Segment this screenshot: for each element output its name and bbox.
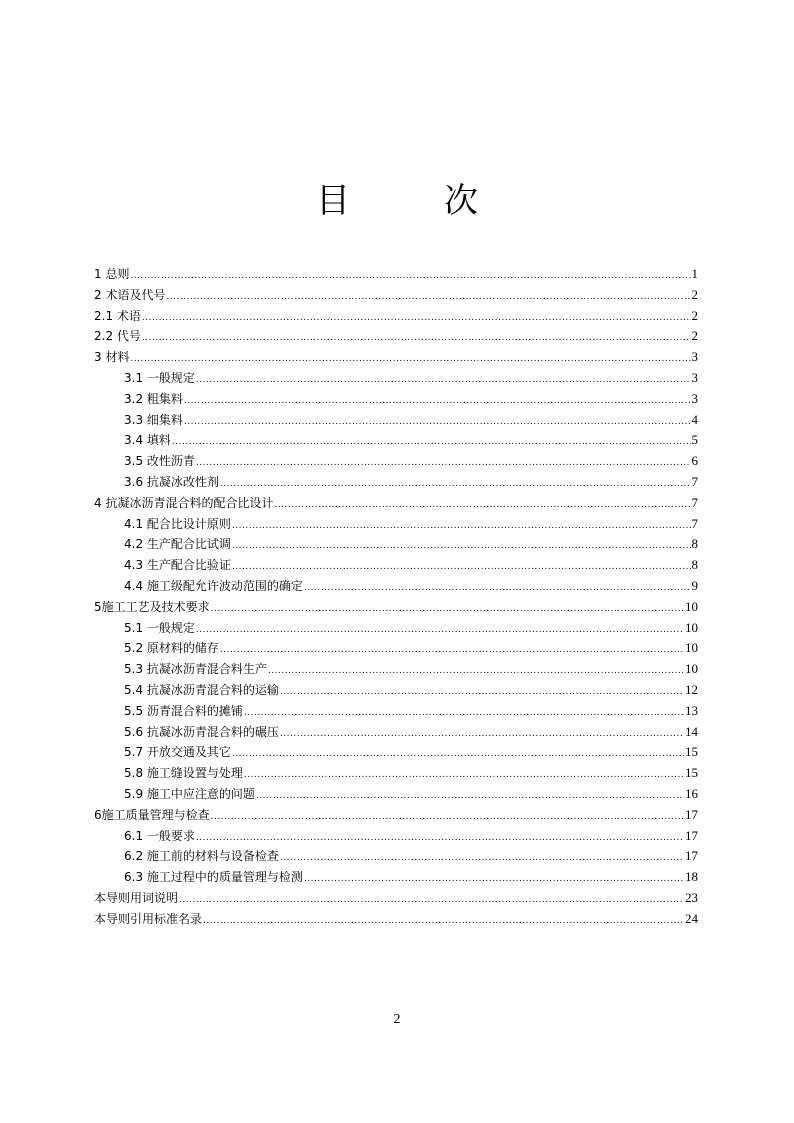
toc-entry-page: 7	[691, 515, 698, 531]
toc-leader-dots	[280, 682, 684, 703]
toc-entry-label: 5施工工艺及技术要求	[94, 599, 210, 614]
toc-entry-label: 5.8 施工缝设置与处理	[124, 766, 243, 781]
toc-entry-page: 7	[691, 473, 698, 489]
toc-leader-dots	[196, 828, 684, 849]
toc-entry-label: 6.2 施工前的材料与设备检查	[124, 849, 279, 864]
toc-entry[interactable]	[94, 493, 698, 514]
toc-entry-label: 4.3 生产配合比验证	[124, 558, 231, 573]
toc-leader-dots	[304, 578, 691, 599]
toc-entry-page: 17	[685, 848, 698, 864]
toc-entry-label: 3.3 细集料	[124, 412, 183, 427]
toc-entry-page: 10	[685, 619, 698, 635]
toc-leader-dots	[196, 370, 691, 391]
toc-leader-dots	[184, 412, 691, 433]
toc-entry-label: 5.7 开放交通及其它	[124, 745, 231, 760]
toc-entry-page: 2	[691, 307, 698, 323]
toc-entry[interactable]	[94, 597, 698, 618]
toc-leader-dots	[196, 453, 691, 474]
toc-entry-page: 3	[691, 349, 698, 365]
toc-entry[interactable]	[94, 430, 698, 451]
toc-entry-label: 6.3 施工过程中的质量管理与检测	[124, 870, 303, 885]
toc-entry-page: 18	[685, 869, 698, 885]
toc-entry-label: 5.6 抗凝冰沥青混合料的碾压	[124, 724, 279, 739]
toc-entry-page: 8	[691, 536, 698, 552]
toc-entry[interactable]	[94, 680, 698, 701]
toc-entry-page: 24	[685, 910, 698, 926]
toc-leader-dots	[244, 703, 684, 724]
toc-entry-page: 9	[691, 577, 698, 593]
toc-entry-label: 4 抗凝冰沥青混合料的配合比设计	[94, 495, 274, 510]
toc-entry-label: 5.1 一般规定	[124, 620, 195, 635]
toc-leader-dots	[280, 724, 684, 745]
toc-entry[interactable]	[94, 805, 698, 826]
toc-entry[interactable]	[94, 285, 698, 306]
toc-entry-page: 4	[691, 411, 698, 427]
toc-entry-label: 4.2 生产配合比试调	[124, 537, 231, 552]
toc-entry-label: 3.5 改性沥青	[124, 454, 195, 469]
toc-entry-page: 17	[685, 827, 698, 843]
page-number: 2	[393, 1012, 401, 1027]
toc-entry-label: 4.4 施工级配允许波动范围的确定	[124, 578, 303, 593]
toc-entry[interactable]	[94, 638, 698, 659]
toc-entry-label: 5.9 施工中应注意的问题	[124, 786, 255, 801]
toc-entry-label: 本导则引用标准名录	[94, 911, 203, 926]
toc-leader-dots	[232, 744, 684, 765]
toc-entry[interactable]	[94, 555, 698, 576]
toc-leader-dots	[142, 328, 691, 349]
toc-entry[interactable]	[94, 618, 698, 639]
toc-entry-page: 2	[691, 286, 698, 302]
toc-leader-dots	[268, 661, 684, 682]
toc-entry-page: 10	[685, 598, 698, 614]
toc-entry[interactable]	[94, 659, 698, 680]
toc-entry-label: 2 术语及代号	[94, 287, 166, 302]
toc-entry[interactable]	[94, 846, 698, 867]
toc-leader-dots	[130, 349, 690, 370]
toc-entry-label: 5.5 沥青混合料的摊铺	[124, 703, 243, 718]
toc-entry-page: 7	[691, 494, 698, 510]
page-title: 目 次	[316, 181, 508, 221]
toc-entry-page: 15	[685, 744, 698, 760]
toc-entry-page: 3	[691, 369, 698, 385]
toc-leader-dots	[203, 911, 684, 932]
toc-entry[interactable]	[94, 701, 698, 722]
toc-leader-dots	[179, 890, 684, 911]
toc-entry-label: 3.6 抗凝冰改性剂	[124, 474, 219, 489]
toc-entry-label: 5.3 抗凝冰沥青混合料生产	[124, 662, 267, 677]
toc-leader-dots	[220, 474, 691, 495]
toc-leader-dots	[184, 391, 691, 412]
toc-entry-page: 16	[685, 785, 698, 801]
table-of-contents	[94, 264, 698, 930]
toc-entry[interactable]	[94, 368, 698, 389]
toc-entry-page: 2	[691, 328, 698, 344]
toc-leader-dots	[304, 869, 684, 890]
toc-entry[interactable]	[94, 534, 698, 555]
toc-entry[interactable]	[94, 888, 698, 909]
toc-entry-label: 3 材料	[94, 350, 130, 365]
toc-entry-label: 6施工质量管理与检查	[94, 807, 210, 822]
toc-entry-page: 3	[691, 390, 698, 406]
toc-entry[interactable]	[94, 347, 698, 368]
toc-entry[interactable]	[94, 867, 698, 888]
toc-entry-label: 3.4 填料	[124, 433, 171, 448]
toc-leader-dots	[280, 848, 684, 869]
toc-entry-page: 13	[685, 702, 698, 718]
toc-entry[interactable]	[94, 451, 698, 472]
toc-entry-label: 6.1 一般要求	[124, 828, 195, 843]
toc-entry-label: 本导则用词说明	[94, 890, 179, 905]
toc-entry[interactable]	[94, 514, 698, 535]
toc-entry-label: 2.1 术语	[94, 308, 141, 323]
toc-leader-dots	[172, 432, 691, 453]
toc-entry-label: 4.1 配合比设计原则	[124, 516, 231, 531]
toc-entry[interactable]	[94, 326, 698, 347]
toc-entry-page: 14	[685, 723, 698, 739]
toc-entry-page: 17	[685, 806, 698, 822]
toc-entry-page: 15	[685, 765, 698, 781]
toc-entry-page: 10	[685, 640, 698, 656]
toc-entry[interactable]	[94, 784, 698, 805]
toc-leader-dots	[232, 536, 691, 557]
toc-entry[interactable]	[94, 722, 698, 743]
toc-entry[interactable]	[94, 576, 698, 597]
toc-entry[interactable]	[94, 763, 698, 784]
toc-leader-dots	[211, 807, 684, 828]
toc-entry-label: 1 总则	[94, 267, 130, 281]
toc-entry[interactable]	[94, 742, 698, 763]
toc-leader-dots	[232, 557, 691, 578]
toc-leader-dots	[256, 786, 684, 807]
toc-entry-page: 1	[691, 266, 698, 281]
toc-entry[interactable]	[94, 306, 698, 327]
toc-entry[interactable]	[94, 826, 698, 847]
toc-entry-page: 10	[685, 661, 698, 677]
toc-entry-label: 5.4 抗凝冰沥青混合料的运输	[124, 682, 279, 697]
toc-leader-dots	[142, 308, 691, 329]
toc-leader-dots	[244, 765, 684, 786]
toc-entry-page: 6	[691, 453, 698, 469]
toc-entry[interactable]	[94, 472, 698, 493]
toc-leader-dots	[232, 516, 691, 537]
toc-entry-label: 3.2 粗集料	[124, 391, 183, 406]
toc-entry[interactable]	[94, 264, 698, 285]
toc-leader-dots	[220, 640, 684, 661]
toc-entry[interactable]	[94, 909, 698, 930]
toc-entry-page: 12	[685, 681, 698, 697]
toc-entry[interactable]	[94, 410, 698, 431]
toc-leader-dots	[166, 287, 690, 308]
toc-entry[interactable]	[94, 389, 698, 410]
toc-leader-dots	[274, 495, 690, 516]
toc-entry-label: 5.2 原材料的储存	[124, 641, 219, 656]
toc-entry-label: 2.2 代号	[94, 329, 141, 344]
toc-entry-page: 5	[691, 432, 698, 448]
toc-leader-dots	[211, 599, 684, 620]
toc-entry-label: 3.1 一般规定	[124, 370, 195, 385]
toc-leader-dots	[130, 266, 690, 287]
toc-entry-page: 23	[685, 889, 698, 905]
toc-entry-page: 8	[691, 557, 698, 573]
toc-leader-dots	[196, 620, 684, 641]
